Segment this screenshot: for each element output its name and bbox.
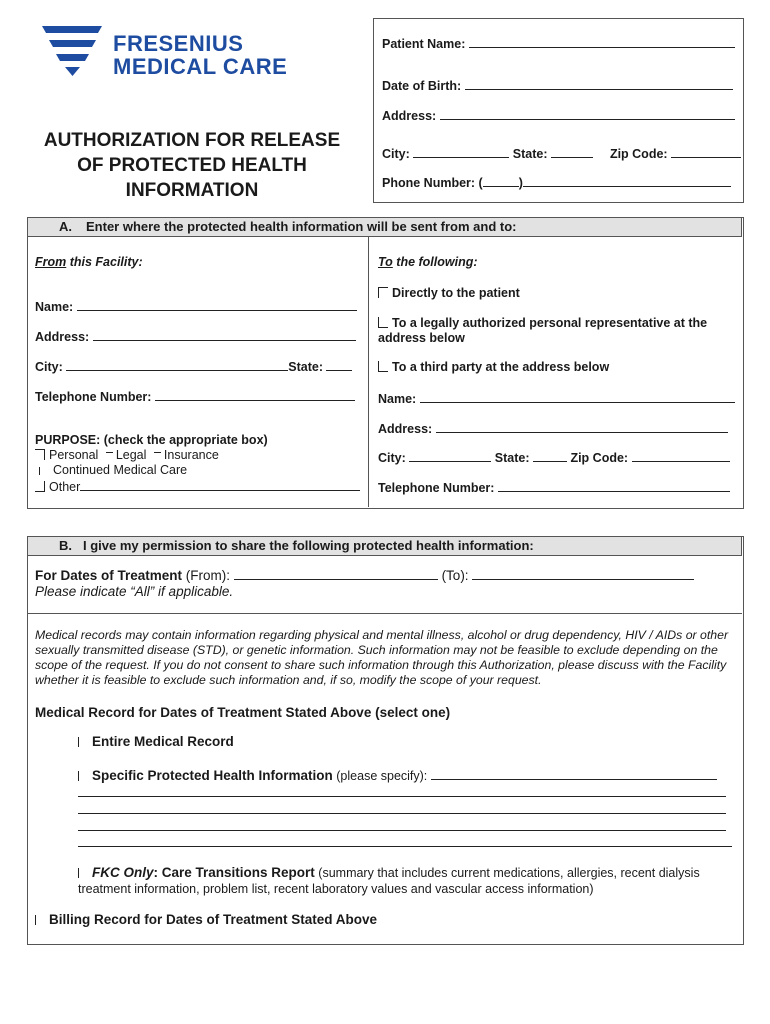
to-option-third-party	[378, 360, 609, 374]
title-line-1: AUTHORIZATION FOR RELEASE	[43, 130, 341, 151]
to-name-row	[378, 390, 735, 406]
logo	[40, 24, 290, 80]
purpose-label: PURPOSE: (check the appropriate box)	[35, 433, 268, 447]
section-a-letter: A.	[59, 219, 72, 234]
patient-zip-field[interactable]	[671, 145, 741, 158]
specify-line-4[interactable]	[78, 846, 732, 847]
section-b-header	[27, 536, 742, 556]
billing-record-checkbox[interactable]	[35, 915, 45, 925]
specific-phi-option	[78, 767, 717, 783]
fkc-option	[78, 865, 728, 897]
patient-address-label: Address:	[382, 109, 437, 123]
title-line-3: INFORMATION	[125, 180, 259, 201]
specific-phi-field[interactable]	[431, 767, 717, 780]
to-city-row	[378, 449, 730, 465]
purpose-other-label: Other	[49, 480, 81, 494]
purpose-group	[35, 433, 360, 495]
billing-record-option	[35, 912, 377, 927]
patient-phone-field[interactable]	[523, 174, 731, 187]
from-state-label: State:	[288, 360, 323, 374]
logo-line-1: FRESENIUS	[113, 31, 244, 56]
specific-phi-label: Specific Protected Health Information	[92, 768, 333, 783]
from-name-field[interactable]	[77, 298, 357, 311]
to-patient-label: Directly to the patient	[392, 286, 520, 300]
entire-record-option	[78, 734, 234, 749]
to-telephone-label: Telephone Number:	[378, 481, 495, 495]
to-option-representative	[378, 316, 718, 346]
from-telephone-label: Telephone Number:	[35, 390, 152, 404]
patient-city-field[interactable]	[413, 145, 509, 158]
specify-line-1[interactable]	[78, 796, 726, 797]
entire-record-label: Entire Medical Record	[92, 734, 234, 749]
from-telephone-row	[35, 388, 355, 404]
patient-name-row	[382, 35, 735, 51]
to-state-field[interactable]	[533, 449, 567, 462]
section-a-header	[27, 217, 742, 237]
purpose-continued-checkbox[interactable]	[39, 467, 49, 475]
dates-to-field[interactable]	[472, 567, 694, 580]
from-city-label: City:	[35, 360, 63, 374]
section-b-divider	[27, 613, 742, 614]
from-name-row	[35, 298, 357, 314]
fkc-only-label: FKC Only	[92, 865, 154, 880]
all-note: Please indicate “All” if applicable.	[35, 584, 234, 599]
purpose-continued-label: Continued Medical Care	[53, 463, 188, 477]
to-third-party-label: To a third party at the address below	[392, 360, 610, 374]
to-representative-label: To a legally authorized personal representative at the address below	[378, 316, 708, 345]
dob-label: Date of Birth:	[382, 79, 462, 93]
patient-name-field[interactable]	[469, 35, 735, 48]
page-title	[28, 128, 356, 203]
section-a-heading: Enter where the protected health information will be sent from and to:	[86, 219, 517, 234]
from-address-row	[35, 328, 356, 344]
to-following-label: To the following:	[378, 255, 478, 269]
purpose-legal-label: Legal	[115, 448, 147, 462]
to-address-row	[378, 420, 728, 436]
specific-phi-checkbox[interactable]	[78, 771, 88, 781]
dates-from-label: (From):	[182, 568, 231, 583]
to-city-label: City:	[378, 451, 406, 465]
patient-phone-paren: )	[518, 176, 523, 190]
to-name-field[interactable]	[420, 390, 735, 403]
to-zip-field[interactable]	[632, 449, 730, 462]
to-telephone-row	[378, 479, 730, 495]
from-city-row	[35, 358, 352, 374]
patient-phone-area-field[interactable]	[483, 174, 519, 187]
to-option-patient	[378, 286, 520, 300]
purpose-other-field[interactable]	[80, 478, 360, 491]
specific-phi-note: (please specify):	[332, 769, 428, 783]
patient-city-label: City:	[382, 147, 410, 161]
from-city-field[interactable]	[66, 358, 288, 371]
from-address-label: Address:	[35, 330, 90, 344]
dates-from-field[interactable]	[234, 567, 438, 580]
from-name-label: Name:	[35, 300, 74, 314]
disclaimer-text: Medical records may contain information regarding physical and mental illness, alcohol or drug dependency, HIV / AIDs or other sexually transmitted disease (STD), or genetic information. Such information may not be feasible to exclude depending on the scope of the request. If you do not consent to share such information through this Authorization, please discuss with the Facility whether it is feasible to exclude such information and, if so, modify the scope of your request.	[35, 628, 729, 687]
dates-treatment-row	[35, 567, 694, 583]
from-address-field[interactable]	[93, 328, 356, 341]
purpose-personal-checkbox[interactable]	[35, 449, 45, 460]
to-name-label: Name:	[378, 392, 417, 406]
purpose-insurance-checkbox[interactable]	[154, 452, 161, 453]
purpose-insurance-label: Insurance	[163, 448, 219, 462]
dates-treatment-label: For Dates of Treatment	[35, 568, 183, 583]
patient-name-label: Patient Name:	[382, 37, 466, 51]
to-patient-checkbox[interactable]	[378, 287, 388, 298]
billing-record-label: Billing Record for Dates of Treatment Stated Above	[49, 912, 378, 927]
dob-field[interactable]	[465, 77, 733, 90]
purpose-other-checkbox[interactable]	[35, 481, 45, 492]
purpose-legal-checkbox[interactable]	[106, 452, 113, 453]
to-representative-checkbox[interactable]	[378, 317, 388, 328]
to-third-party-checkbox[interactable]	[378, 361, 388, 372]
to-city-field[interactable]	[409, 449, 491, 462]
patient-state-field[interactable]	[551, 145, 593, 158]
logo-line-2: MEDICAL CARE	[113, 54, 288, 79]
dates-to-label: (To):	[441, 568, 469, 583]
from-state-field[interactable]	[326, 358, 352, 371]
specify-line-2[interactable]	[78, 813, 726, 814]
patient-state-label: State:	[512, 147, 548, 161]
medical-record-heading: Medical Record for Dates of Treatment Stated Above (select one)	[35, 705, 451, 720]
patient-phone-label: Phone Number: (	[382, 176, 483, 190]
fkc-report-note: (summary that includes current medications, allergies, recent dialysis treatment information, problem list, recent laboratory values and vascular access information)	[78, 866, 700, 896]
section-a-divider	[368, 236, 369, 507]
fresenius-logo-icon	[40, 24, 104, 78]
entire-record-checkbox[interactable]	[78, 737, 88, 747]
to-address-label: Address:	[378, 422, 433, 436]
patient-address-row	[382, 107, 735, 123]
section-b-letter: B.	[59, 538, 72, 553]
to-state-label: State:	[494, 451, 530, 465]
section-b-heading: I give my permission to share the following protected health information:	[83, 538, 534, 553]
to-telephone-field[interactable]	[498, 479, 730, 492]
patient-zip-label: Zip Code:	[609, 147, 668, 161]
patient-city-row	[382, 145, 741, 161]
patient-phone-row	[382, 174, 731, 190]
title-line-2: OF PROTECTED HEALTH	[77, 155, 307, 176]
from-telephone-field[interactable]	[155, 388, 355, 401]
purpose-personal-label: Personal	[49, 448, 99, 462]
fkc-report-label: : Care Transitions Report	[153, 865, 315, 880]
from-facility-label: From this Facility:	[35, 255, 143, 269]
to-address-field[interactable]	[436, 420, 728, 433]
specify-line-3[interactable]	[78, 830, 726, 831]
patient-address-field[interactable]	[440, 107, 735, 120]
dob-row	[382, 77, 733, 93]
to-zip-label: Zip Code:	[570, 451, 629, 465]
fkc-checkbox[interactable]	[78, 868, 88, 878]
